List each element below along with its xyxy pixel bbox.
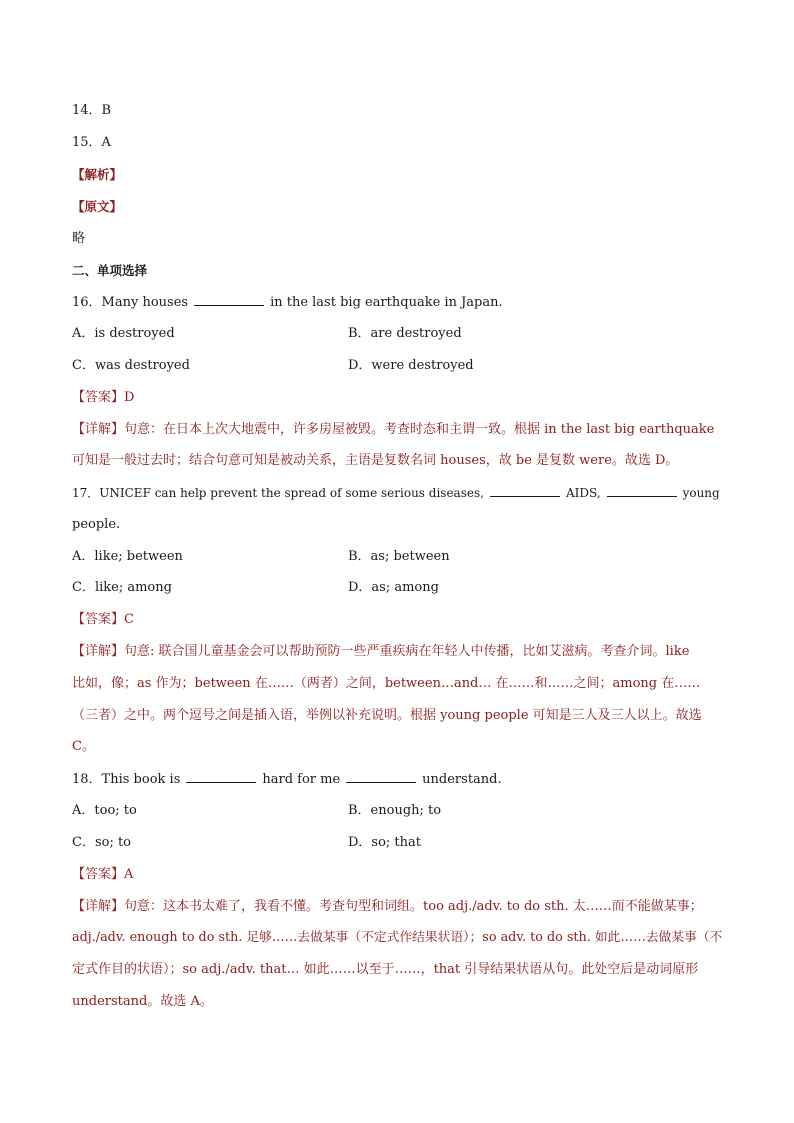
- blank[interactable]: [194, 292, 264, 306]
- q16-option-d: D．were destroyed: [348, 358, 474, 373]
- q17-detail-line: 比如，像；as 作为；between 在……（两者）之间，between…and… 在……和……之间；among 在……: [72, 676, 701, 691]
- q18-detail-line: 定式作目的状语）；so adj./adv. that… 如此……以至于……，that 引导结果状语从句。此处空后是动词原形: [72, 962, 699, 977]
- answer-15: 15．A: [72, 135, 111, 150]
- q17-detail-line: （三者）之中。两个逗号之间是插入语，举例以补充说明。根据 young people 可知是三人及三人以上。故选: [72, 708, 702, 723]
- analysis-label: 【解析】: [72, 167, 123, 182]
- q17-option-d: D．as; among: [348, 580, 439, 595]
- q17-option-c: C．like; among: [72, 580, 172, 595]
- q17-option-b: B．as; between: [348, 549, 450, 564]
- section-title: 二、单项选择: [72, 263, 148, 278]
- q16-option-b: B．are destroyed: [348, 326, 462, 341]
- blank[interactable]: [607, 483, 677, 497]
- q16-option-c: C．was destroyed: [72, 358, 190, 373]
- q18-option-a: A．too; to: [72, 803, 137, 818]
- question-18-stem: 18．This book is hard for me understand.: [72, 769, 502, 790]
- question-17-stem: 17．UNICEF can help prevent the spread of some serious diseases, AIDS, young: [72, 483, 720, 503]
- question-16-stem: 16．Many houses in the last big earthquake in Japan.: [72, 292, 503, 313]
- blank[interactable]: [346, 769, 416, 783]
- original-text: 略: [72, 231, 86, 246]
- blank[interactable]: [490, 483, 560, 497]
- q17-detail-line: 【详解】句意: 联合国儿童基金会可以帮助预防一些严重疾病在年轻人中传播，比如艾滋病。考查介词。like: [72, 644, 690, 659]
- blank[interactable]: [186, 769, 256, 783]
- q18-detail-line: understand。故选 A。: [72, 994, 213, 1009]
- answer-14: 14．B: [72, 103, 112, 118]
- q17-option-a: A．like; between: [72, 549, 183, 564]
- q18-detail-line: adj./adv. enough to do sth. 足够……去做某事（不定式作结果状语）；so adv. to do sth. 如此……去做某事（不: [72, 930, 723, 945]
- q16-answer: 【答案】D: [72, 390, 135, 405]
- question-17-stem-cont: people.: [72, 517, 121, 532]
- q18-option-b: B．enough; to: [348, 803, 442, 818]
- q17-answer: 【答案】C: [72, 612, 134, 627]
- original-label: 【原文】: [72, 199, 123, 214]
- q16-detail-line: 可知是一般过去时；结合句意可知是被动关系，主语是复数名词 houses，故 be 是复数 were。故选 D。: [72, 453, 679, 468]
- q18-option-c: C．so; to: [72, 835, 132, 850]
- q18-detail-line: 【详解】句意：这本书太难了，我看不懂。考查句型和词组。too adj./adv. to do sth. 太……而不能做某事；: [72, 899, 703, 914]
- q18-answer: 【答案】A: [72, 867, 134, 882]
- q18-option-d: D．so; that: [348, 835, 422, 850]
- q17-detail-line: C。: [72, 739, 95, 754]
- q16-detail-line: 【详解】句意：在日本上次大地震中，许多房屋被毁。考查时态和主谓一致。根据 in the last big earthquake: [72, 422, 715, 437]
- q16-option-a: A．is destroyed: [72, 326, 175, 341]
